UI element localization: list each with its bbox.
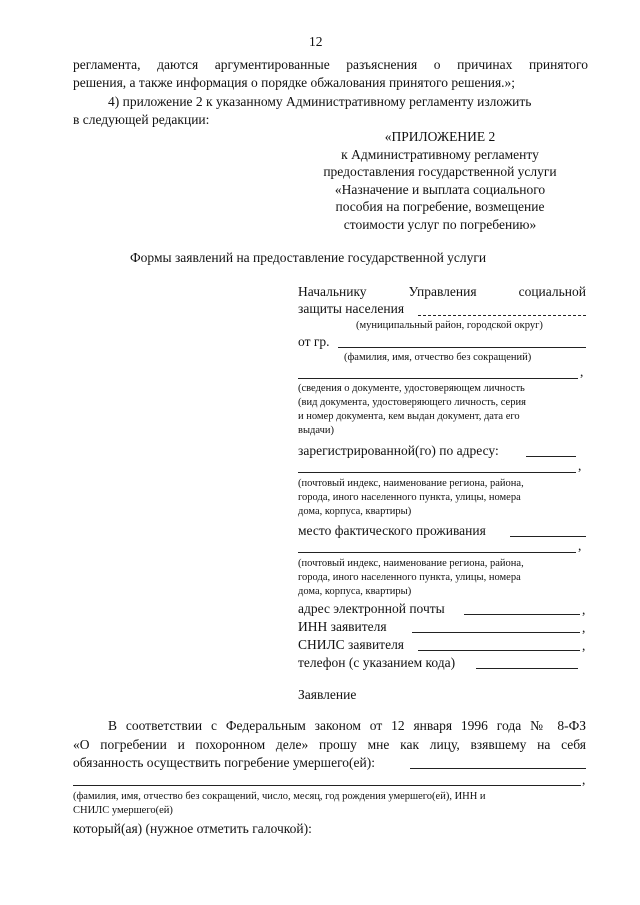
actual-field-2[interactable] [298,552,576,553]
phone-field[interactable] [476,668,578,669]
inn-label: ИНН заявителя [298,619,387,634]
intro-line-3: 4) приложение 2 к указанному Административному регламенту изложить [108,94,532,109]
municipality-hint: (муниципальный район, городской округ) [356,320,543,331]
actual-label: место фактического проживания [298,523,486,538]
actual-comma: , [578,538,582,553]
appendix-line-4: «Назначение и выплата социального [334,181,546,197]
appendix-line-6: стоимости услуг по погребению» [343,216,537,232]
id-doc-hint-3: и номер документа, кем выдан документ, дата его [298,411,520,422]
statement-title: Заявление [298,687,357,702]
forms-title: Формы заявлений на предоставление государственной услуги [130,250,487,265]
id-document-comma: , [580,364,584,379]
id-doc-hint-2: (вид документа, удостоверяющего личность, серия [298,397,526,408]
addressee-word-2: Управления [408,284,477,299]
act-addr-hint-3: дома, корпуса, квартиры) [298,586,412,597]
deceased-field-1[interactable] [410,768,586,769]
inn-field[interactable] [412,632,580,633]
reg-addr-hint-2: города, иного населенного пункта, улицы, номера [298,492,521,503]
addressee-word-3: социальной [518,284,586,299]
from-label: от гр. [298,334,330,349]
inn-comma: , [582,620,586,635]
appendix-header [295,128,585,233]
addressee-word-1: Начальнику [298,284,367,299]
deceased-comma: , [582,772,586,787]
statement-line-4: который(ая) (нужное отметить галочкой): [73,821,312,836]
reg-addr-hint-3: дома, корпуса, квартиры) [298,506,412,517]
deceased-field-2[interactable] [73,785,581,786]
applicant-name-field[interactable] [338,347,586,348]
phone-label: телефон (с указанием кода) [298,655,456,670]
id-document-field[interactable] [298,378,578,379]
snils-comma: , [582,638,586,653]
email-comma: , [582,602,586,617]
email-label: адрес электронной почты [298,601,445,616]
statement-line-2: «О погребении и похоронном деле» прошу мне как лицу, взявшему на себя [73,737,586,752]
intro-line-2: решения, а также информация о порядке обжалования принятого решения.»; [73,75,516,90]
appendix-line-2: к Административному регламенту [341,146,539,162]
id-doc-hint-1: (сведения о документе, удостоверяющем личность [298,383,525,394]
applicant-name-hint: (фамилия, имя, отчество без сокращений) [344,352,532,363]
registered-comma: , [578,458,582,473]
deceased-hint-1: (фамилия, имя, отчество без сокращений, число, месяц, год рождения умершего(ей), ИНН и [73,791,486,802]
appendix-line-1: «ПРИЛОЖЕНИЕ 2 [384,129,496,144]
reg-addr-hint-1: (почтовый индекс, наименование региона, района, [298,478,524,489]
email-field[interactable] [464,614,580,615]
snils-field[interactable] [418,650,580,651]
deceased-hint-2: СНИЛС умершего(ей) [73,805,173,816]
addressee-line-1 [298,284,586,300]
appendix-line-5: пособия на погребение, возмещение [335,199,545,214]
statement-line-1: В соответствии с Федеральным законом от 12 января 1996 года № 8-ФЗ [108,718,586,733]
act-addr-hint-1: (почтовый индекс, наименование региона, района, [298,558,524,569]
appendix-line-3: предоставления государственной услуги [323,164,557,179]
registered-label: зарегистрированной(го) по адресу: [298,443,499,458]
statement-line-3: обязанность осуществить погребение умершего(ей): [73,755,375,770]
addressee-line-2: защиты населения [298,301,405,316]
page-number: 12 [309,34,323,49]
municipality-field[interactable] [418,315,586,316]
intro-line-4: в следующей редакции: [73,112,210,127]
registered-field-1[interactable] [526,456,576,457]
id-doc-hint-4: выдачи) [298,425,334,436]
actual-field-1[interactable] [510,536,586,537]
snils-label: СНИЛС заявителя [298,637,405,652]
registered-field-2[interactable] [298,472,576,473]
intro-line-1: регламента, даются аргументированные разъяснения о причинах принятого [73,57,588,72]
act-addr-hint-2: города, иного населенного пункта, улицы, номера [298,572,521,583]
